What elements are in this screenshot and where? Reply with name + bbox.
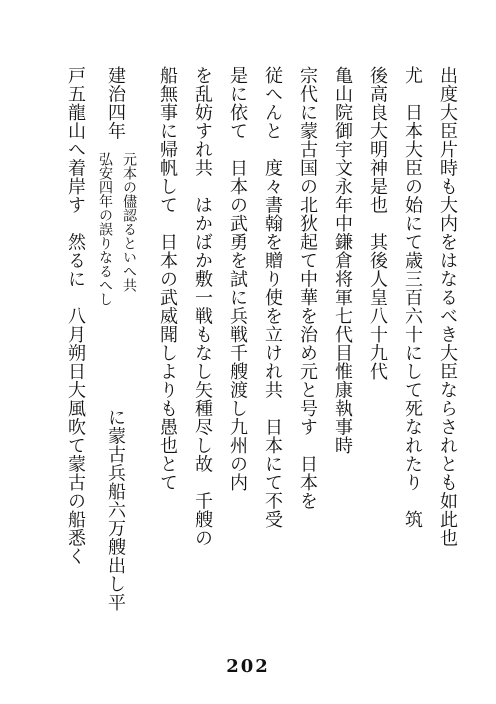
inline-note-line-1: 元本の儘認るといへ共: [121, 152, 137, 292]
text-column-1: 出度大臣片時も大内をはなるべき大臣ならされとも如此也: [437, 66, 458, 547]
text-column-8: を乱妨すれ共 はかばか敷一戦もなし矢種尽し故 千艘の: [192, 66, 213, 547]
page-number: 202: [226, 656, 270, 677]
text-column-6: 従へんと 度々書翰を贈り使を立けれ共 日本にて不受: [262, 66, 283, 529]
text-column-7: 是に依て 日本の武勇を試に兵戦千艘渡し九州の内: [227, 66, 248, 492]
text-column-2: 尤 日本大臣の始にて歳三百六十にして死なれたり 筑: [402, 66, 423, 529]
text-column-11: 戸五龍山へ着岸す 然るに 八月朔日大風吹て蒙古の船悉く: [65, 66, 86, 566]
inline-note-line-2: 弘安四年の誤りなるへし: [97, 152, 113, 306]
text-column-3: 後高良大明神是也 其後人皇八十九代: [367, 66, 388, 381]
text-column-9: 船無事に帰帆して 日本の武威聞しよりも愚也とて: [157, 66, 178, 492]
text-column-10-head: 建治四年: [105, 66, 126, 140]
text-column-4: 亀山院御宇文永年中鎌倉将軍七代目惟康執事時: [332, 66, 353, 455]
text-column-5: 宗代に蒙古国の北狄起て中華を治め元と号す 日本を: [297, 66, 318, 510]
text-column-10-tail: に蒙古兵船六万艘出し平: [105, 408, 126, 612]
